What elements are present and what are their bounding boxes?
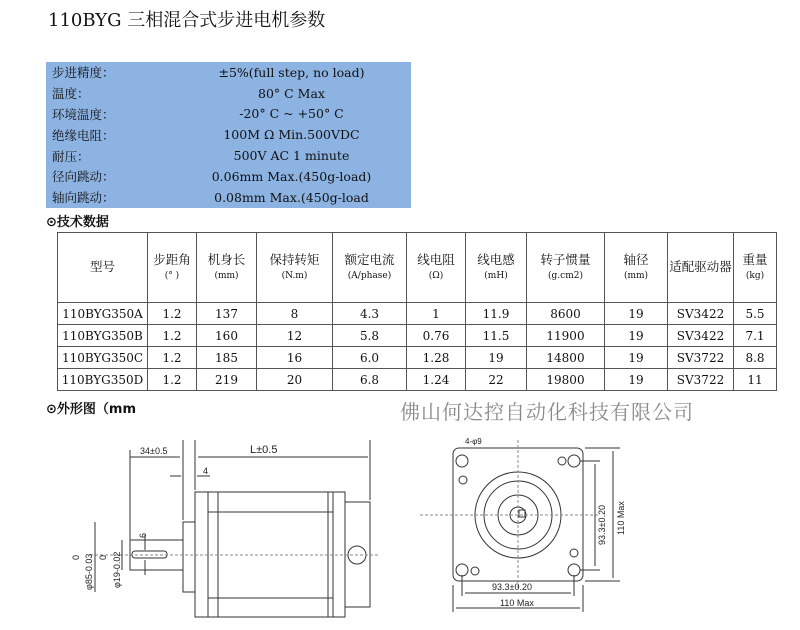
table-cell: 11900: [527, 325, 605, 347]
header-unit: (mm): [214, 271, 239, 282]
header-unit: (Ω): [428, 271, 444, 282]
table-cell: 4.3: [333, 303, 407, 325]
table-cell: 11.9: [466, 303, 527, 325]
spec-value: 500V AC 1 minute: [233, 148, 350, 164]
table-cell: 110BYG350C: [58, 347, 148, 369]
spec-label: 温度：: [52, 86, 90, 102]
table-cell: 110BYG350D: [58, 369, 148, 391]
table-cell: 11: [734, 369, 777, 391]
table-cell: 8600: [527, 303, 605, 325]
table-cell: 137: [197, 303, 257, 325]
table-cell: 1.2: [148, 303, 197, 325]
table-cell: SV3422: [668, 303, 734, 325]
table-cell: SV3422: [668, 325, 734, 347]
dim-85-tol: 0: [71, 554, 81, 560]
table-cell: 11.5: [466, 325, 527, 347]
spec-value: 100M Ω Min.500VDC: [223, 127, 360, 143]
dim-4: 4: [203, 466, 209, 476]
spec-value: -20° C ~ +50° C: [239, 106, 344, 122]
header-unit: (g.cm2): [548, 271, 583, 282]
watermark: 佛山何达控自动化科技有限公司: [400, 400, 694, 424]
header-label: 轴径: [623, 252, 649, 268]
spec-value: 0.08mm Max.(450g-load: [214, 189, 369, 205]
table-cell: 1.2: [148, 347, 197, 369]
dim-93-h: 93.3±0.20: [492, 582, 532, 592]
spec-value: ±5%(full step, no load): [218, 64, 365, 80]
table-cell: 1.28: [407, 347, 466, 369]
table-cell: 19: [605, 325, 668, 347]
table-cell: 5.8: [333, 325, 407, 347]
header-label: 重量: [742, 252, 768, 268]
dim-34: 34±0.5: [140, 446, 168, 456]
spec-label: 径向跳动：: [52, 169, 115, 185]
header-label: 转子惯量: [540, 252, 591, 268]
table-cell: 160: [197, 325, 257, 347]
dim-6: 6: [138, 532, 148, 538]
dim-L: L±0.5: [250, 444, 278, 456]
table-cell: 14800: [527, 347, 605, 369]
table-cell: 1.2: [148, 369, 197, 391]
spec-label: 步进精度：: [52, 65, 115, 81]
table-cell: 6.0: [333, 347, 407, 369]
table-cell: 1.2: [148, 325, 197, 347]
table-cell: 110BYG350A: [58, 303, 148, 325]
table-cell: 16: [257, 347, 333, 369]
table-cell: 6.8: [333, 369, 407, 391]
header-unit: (° ): [164, 271, 180, 282]
spec-label: 绝缘电阻：: [52, 127, 115, 143]
spec-label: 耐压：: [52, 148, 90, 164]
dim-93-v: 93.3±0.20: [597, 505, 607, 545]
spec-label: 轴向跳动：: [52, 190, 115, 206]
dim-110-v: 110 Max: [616, 501, 626, 535]
spec-value: 80° C Max: [258, 85, 325, 101]
table-cell: 19: [605, 303, 668, 325]
section-dimensions: ⊙外形图（mm: [46, 402, 136, 417]
table-cell: 8.8: [734, 347, 777, 369]
table-cell: 1.24: [407, 369, 466, 391]
table-cell: 8: [257, 303, 333, 325]
table-cell: 219: [197, 369, 257, 391]
spec-label: 环境温度：: [52, 106, 115, 122]
header-unit: (kg): [745, 271, 765, 282]
header-label: 额定电流: [344, 252, 395, 268]
table-cell: 22: [466, 369, 527, 391]
header-unit: (N.m): [281, 271, 308, 282]
table-cell: 7.1: [734, 325, 777, 347]
table-cell: 0.76: [407, 325, 466, 347]
header-unit: (mm): [623, 271, 649, 282]
spec-value: 0.06mm Max.(450g-load): [211, 168, 372, 184]
table-cell: 110BYG350B: [58, 325, 148, 347]
header-label: 步距角: [153, 252, 191, 268]
table-cell: SV3722: [668, 369, 734, 391]
table-cell: 19800: [527, 369, 605, 391]
table-cell: SV3722: [668, 347, 734, 369]
header-label: 型号: [89, 259, 115, 275]
header-unit: (mH): [484, 271, 508, 282]
table-cell: 20: [257, 369, 333, 391]
dim-holes: 4-φ9: [465, 437, 482, 446]
dim-110-h: 110 Max: [500, 598, 534, 608]
section-tech-data: ⊙技术数据: [46, 215, 109, 230]
dim-85: φ85-0.03: [84, 553, 94, 590]
header-label: 保持转矩: [269, 252, 320, 268]
table-cell: 1: [407, 303, 466, 325]
header-label: 线电阻: [417, 252, 455, 268]
header-label: 适配驱动器: [669, 259, 732, 275]
flange: [183, 522, 195, 592]
header-label: 机身长: [207, 252, 246, 268]
dim-19-tol: 0: [98, 554, 108, 560]
table-cell: 5.5: [734, 303, 777, 325]
dim-19: φ19-0.02: [112, 551, 122, 588]
table-cell: 19: [605, 347, 668, 369]
header-label: 线电感: [477, 252, 515, 268]
table-cell: 19: [466, 347, 527, 369]
table-cell: 19: [605, 369, 668, 391]
table-cell: 185: [197, 347, 257, 369]
table-cell: 12: [257, 325, 333, 347]
page-title: 110BYG 三相混合式步进电机参数: [48, 10, 326, 31]
header-unit: (A/phase): [347, 271, 392, 282]
